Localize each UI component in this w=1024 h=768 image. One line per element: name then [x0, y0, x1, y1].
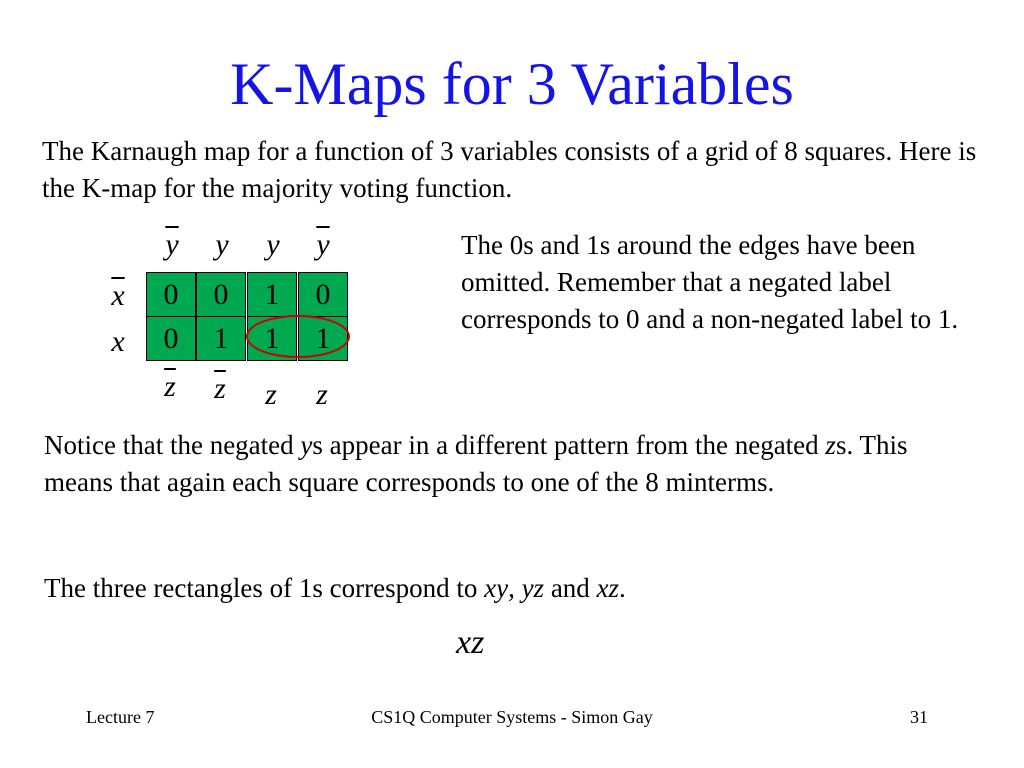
col-label-not-y-1: $\overline{y}$: [165, 228, 179, 261]
xz-highlight-oval: [246, 315, 350, 358]
kmap-cell-r0c3: 0: [298, 272, 348, 317]
footer-lecture: Lecture 7: [86, 707, 155, 727]
kmap-cell-r0c1: 0: [196, 272, 246, 317]
col-label-y-1: y: [215, 228, 229, 261]
term-xz: xz: [596, 573, 620, 603]
notice-text-2: s appear in a different pattern from the negated: [312, 430, 826, 460]
bottom-label-not-z-2: $\overline{z}$: [214, 372, 226, 405]
footer-course: CS1Q Computer Systems - Simon Gay: [371, 707, 653, 727]
kmap-cell-r1c0: 0: [146, 316, 196, 361]
term-xy: xy: [484, 573, 509, 603]
side-note: The 0s and 1s around the edges have been omitted. Remember that a negated label corresponds to 0 and a non-negated label to 1.: [461, 230, 959, 334]
rect-end: .: [619, 573, 626, 603]
col-label-y-2: y: [266, 228, 280, 261]
kmap-cell-r0c0: 0: [146, 272, 196, 317]
kmap-cell-r1c3: 1: [298, 316, 348, 361]
row-label-not-x: $\overline{x}$: [111, 279, 125, 312]
term-yz: yz: [521, 573, 545, 603]
bottom-label-z-2: z: [316, 378, 328, 411]
notice-text-1: Notice that the negated: [44, 430, 301, 460]
xz-label: xz: [456, 624, 485, 661]
intro-paragraph: The Karnaugh map for a function of 3 variables consists of a grid of 8 squares. Here is the K-map for the majority voting function.: [42, 136, 977, 203]
rectangles-paragraph: [44, 570, 944, 607]
notice-var-z: z: [825, 430, 836, 460]
notice-var-y: y: [300, 430, 313, 460]
notice-paragraph: [44, 427, 964, 501]
bottom-label-z-1: z: [265, 378, 277, 411]
rect-sep: ,: [508, 573, 522, 603]
rect-and: and: [544, 573, 597, 603]
kmap-cell-r0c2: 1: [247, 272, 297, 317]
col-label-not-y-2: $\overline{y}$: [316, 228, 330, 261]
footer-page-number: 31: [910, 707, 928, 727]
bottom-label-not-z-1: $\overline{z}$: [164, 370, 176, 403]
kmap-cell-r1c1: 1: [196, 316, 246, 361]
slide-title: K-Maps for 3 Variables: [230, 51, 794, 117]
notice-text-3: s. This means that again each square corresponds to one of the 8 minterms.: [44, 430, 908, 497]
kmap-cell-r1c2: 1: [247, 316, 297, 361]
row-label-x: x: [111, 325, 125, 358]
rect-text-1: The three rectangles of 1s correspond to: [44, 573, 485, 603]
